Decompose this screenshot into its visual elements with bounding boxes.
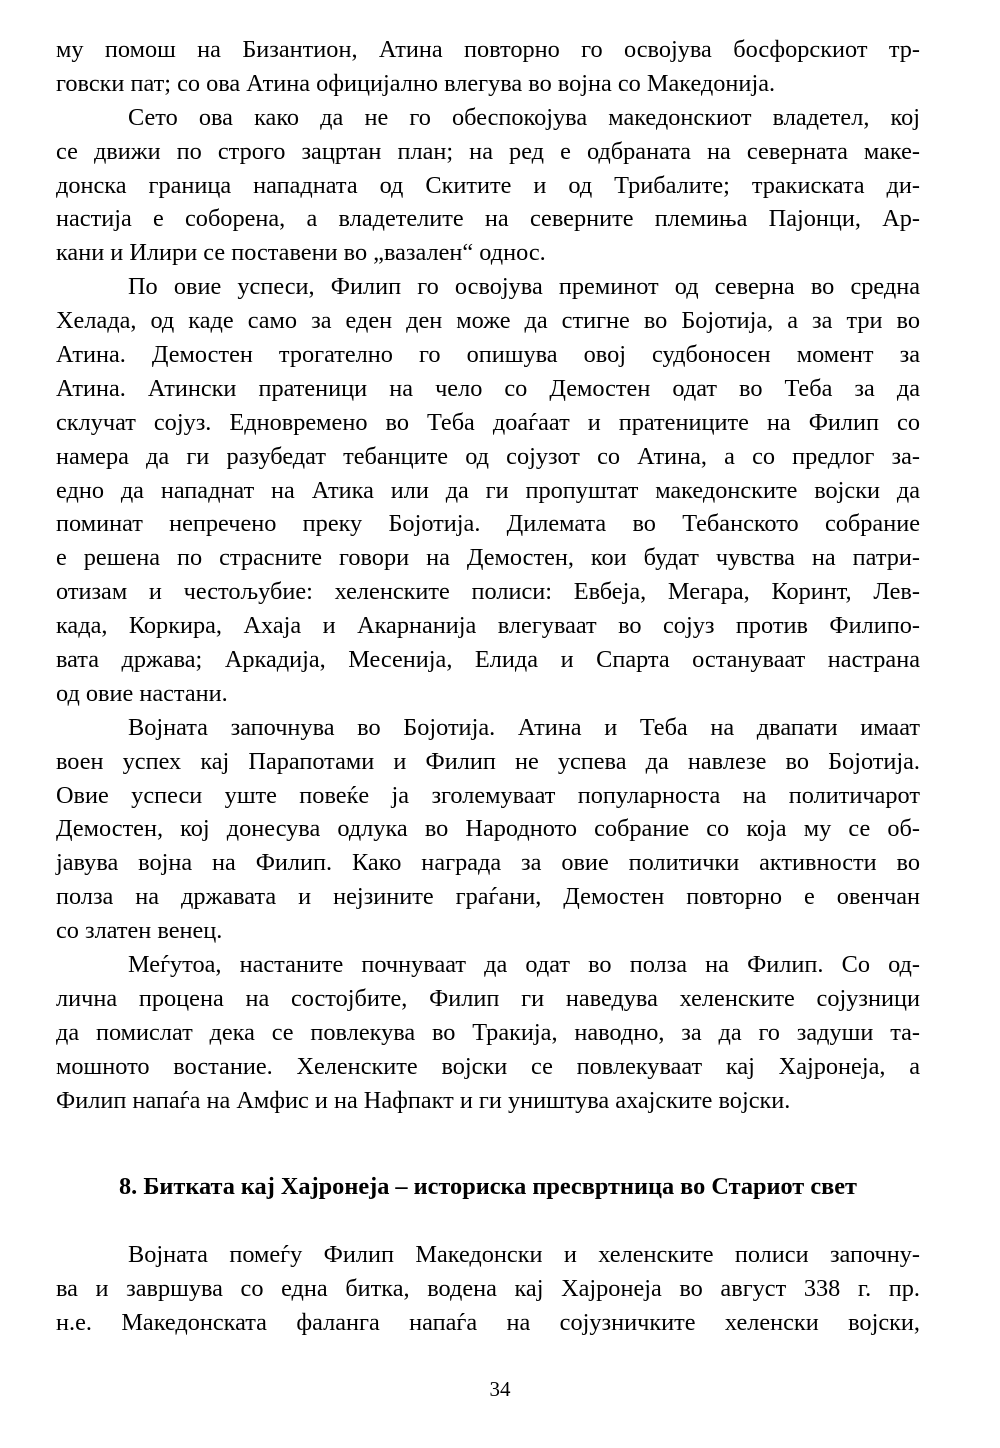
- body-text: [56, 33, 920, 1118]
- text-line: Овие успеси уште повеќе ја зголемуваат популарноста на политичарот: [56, 781, 920, 809]
- text-line: кани и Илири се поставени во „вазален“ однос.: [56, 239, 546, 267]
- text-line: му помош на Бизантион, Атина повторно го освојува босфорскиот тр-: [56, 36, 920, 63]
- text-line: н.е. Македонската фаланга напаѓа на сојузничките хеленски војски,: [56, 1308, 920, 1336]
- text-line: од овие настани.: [56, 679, 228, 707]
- text-line: поминат непречено преку Бојотија. Дилемата во Тебанското собрание: [56, 510, 920, 538]
- text-line: Меѓутоа, настаните почнуваат да одат во полза на Филип. Со од-: [128, 951, 920, 979]
- text-line: Сето ова како да не го обеспокојува македонскиот владетел, кој: [128, 103, 920, 131]
- text-line: да помислат дека се повлекува во Тракија, наводно, за да го задуши та-: [56, 1018, 920, 1046]
- text-line: воен успех кај Парапотами и Филип не успева да навлезе во Бојотија.: [56, 747, 920, 775]
- page-number: 34: [489, 1377, 511, 1401]
- text-line: Демостен, кој донесува одлука во Народното собрание со која му се об-: [56, 815, 920, 843]
- text-line: јавува војна на Филип. Како награда за овие политички активности во: [56, 849, 920, 877]
- text-line: отизам и честољубие: хеленските полиси: Евбеја, Мегара, Коринт, Лев-: [56, 578, 920, 606]
- text-line: полза на државата и нејзините граѓани, Демостен повторно е овенчан: [56, 883, 920, 911]
- text-line: настија е соборена, а владетелите на северните племиња Пајонци, Ар-: [56, 205, 920, 233]
- text-line: Атина. Демостен трогателно го опишува овој судбоносен момент за: [56, 341, 920, 369]
- text-line: се движи по строго зацртан план; на ред е одбраната на северната маке-: [56, 137, 920, 165]
- text-line: намера да ги разубедат тебанците од сојузот со Атина, а со предлог за-: [56, 442, 920, 470]
- text-line: Војната помеѓу Филип Македонски и хеленските полиси започну-: [128, 1241, 920, 1268]
- text-line: лична процена на состојбите, Филип ги наведува хеленските сојузници: [56, 984, 920, 1012]
- text-line: Атина. Атински пратеници на чело со Демостен одат во Теба за да: [56, 374, 920, 402]
- text-line: донска граница нападната од Скитите и од Трибалите; тракиската ди-: [56, 171, 920, 199]
- text-line: едно да нападнат на Атика или да ги пропуштат македонските војски да: [56, 476, 920, 504]
- text-line: е решена по страсните говори на Демостен, кои будат чувства на патри-: [56, 544, 920, 572]
- text-line: со златен венец.: [56, 917, 223, 945]
- section-heading: 8. Битката кај Хајронеја – историска пресвртница во Стариот свет: [119, 1173, 857, 1200]
- section-body-text: [56, 1238, 920, 1340]
- text-line: Хелада, од каде само за еден ден може да стигне во Бојотија, а за три во: [56, 307, 920, 335]
- text-line: Филип напаѓа на Амфис и на Нафпакт и ги уништува ахајските војски.: [56, 1086, 791, 1114]
- text-line: вата држава; Аркадија, Месенија, Елида и Спарта остануваат настрана: [56, 646, 920, 674]
- text-line: По овие успеси, Филип го освојува преминот од северна во средна: [128, 273, 920, 301]
- text-line: говски пат; со ова Атина официјално влегува во војна со Македонија.: [56, 69, 776, 97]
- text-line: мошното востание. Хеленските војски се повлекуваат кај Хајронеја, а: [56, 1052, 920, 1080]
- text-line: ва и завршува со една битка, водена кај Хајронеја во август 338 г. пр.: [56, 1274, 920, 1302]
- text-line: Војната започнува во Бојотија. Атина и Теба на двапати имаат: [128, 713, 920, 741]
- text-line: склучат сојуз. Едновремено во Теба доаѓаат и пратениците на Филип со: [56, 408, 920, 436]
- text-line: када, Коркира, Ахаја и Акарнанија влегуваат во сојуз против Филипо-: [56, 612, 920, 640]
